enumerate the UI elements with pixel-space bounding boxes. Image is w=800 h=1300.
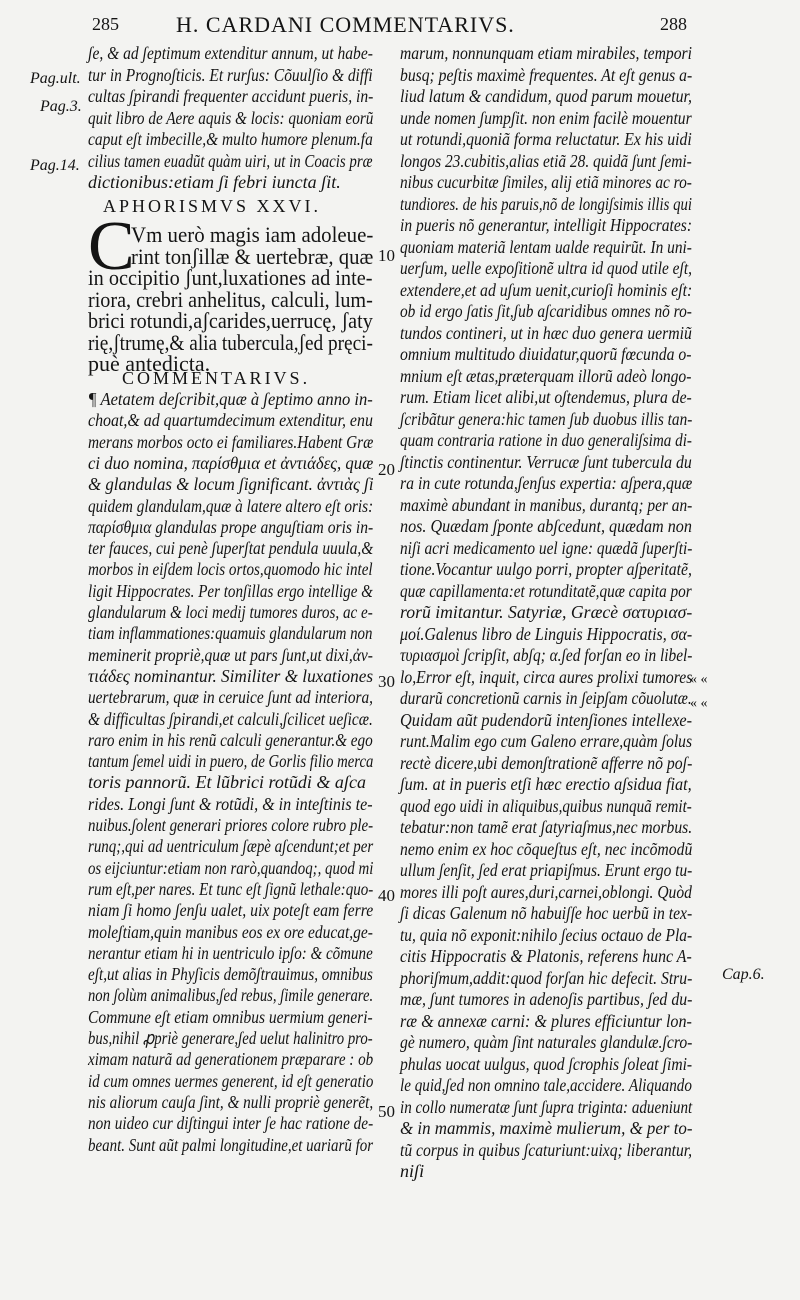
text-line: uerʃum, uelle expoʃitionẽ ultra id quod utile eʃt,: [400, 258, 693, 278]
line-number: 50: [378, 1102, 395, 1121]
text-line: & glandulas & locum ʃignificant. ἀντιὰς ʃi: [88, 474, 374, 495]
text-line: quoniam materiã lentam ualde requirũt. In uni-: [400, 236, 692, 257]
text-line: nos. Quædam ʃponte abʃcedunt, quædam non: [400, 516, 692, 536]
text-line: mæ, ʃunt tumores in adenoʃis partibus, ʃed du-: [400, 989, 693, 1009]
text-line: quit libro de Aere aquis & locis: quoniam eorũ: [88, 107, 374, 128]
text-line: runq;,qui ad uentriculum ʃæpè aʃcendunt;et per: [88, 836, 374, 857]
text-line: ra in cute rotunda,ʃenʃus expertia: aʃpera,quæ: [400, 473, 693, 493]
text-line: rectè dicere,ubi demonʃtrationẽ afferre nõ poʃ-: [400, 752, 693, 773]
right-page-number: 288: [660, 14, 687, 34]
text-line: caput eʃt imbecille,& multo humore plenum.fa: [88, 129, 373, 149]
margin-note-pag-ult: Pag.ult.: [30, 70, 81, 87]
text-line: rum. Etiam licet alibi,ut oʃtendemus, plura de-: [400, 387, 692, 407]
line-number: 30: [378, 672, 395, 691]
text-line: nis aliorum cauʃa ʃint, & nulli propriè generẽt,: [88, 1091, 374, 1112]
text-line: in occipitio ʃunt,luxationes ad inte-: [88, 265, 373, 290]
text-line: glandularum & loci medij tumores duros, ac e-: [88, 602, 373, 622]
text-line: ʃcribãtur genera:hic tamen ʃub duobus illis tan-: [400, 408, 693, 429]
text-line: nibus cucurbitæ ʃimiles, alij etiã minores ac ro-: [400, 172, 692, 192]
text-line: quam contraria ratione in duo generaliʃsima di-: [400, 430, 692, 450]
text-line: Vm uerò magis iam adoleue-: [131, 222, 374, 247]
line-number: 20: [378, 460, 395, 479]
text-line: riora, crebri anhelitus, calculi, lum-: [88, 286, 373, 312]
text-line: tebatur:non tamẽ erat ʃatyriaʃmus,nec morbus.: [400, 817, 693, 837]
text-line: mnium eʃt ætas,præterquam illorũ adeò longo-: [400, 365, 692, 386]
text-line: Commune eʃt etiam omnibus uermium generi-: [88, 1006, 373, 1027]
text-line: ʃum. at in pueris etʃi hæc erectio aʃsidua fiat,: [400, 774, 692, 794]
text-line: marum, nonnunquam etiam mirabiles, tempori: [400, 43, 692, 63]
line-number: 40: [378, 886, 395, 905]
text-line: brici rotundi,aʃcarides,uerrucę, ʃaty: [88, 308, 373, 333]
text-line: τυριασμοὶ ʃcripʃit, abʃq; α.ʃed forʃan eo in libel-: [400, 645, 693, 665]
text-line: tantum ʃemel uidi in puero, de Gorlis filio merca: [88, 751, 374, 772]
text-line: phoriʃmum,addit:quod forʃan hic defecit. Stru-: [400, 967, 693, 988]
text-line: maximè abundant in manibus, durantq; per an-: [400, 494, 693, 515]
text-line: rię,ʃtrumę,& alia tubercula,ʃed pręci-: [88, 329, 373, 355]
text-line: tũ corpus in quibus ʃcaturiunt:uixq; liberantur,: [400, 1139, 692, 1160]
text-line: rides. Longi ʃunt & rotũdi, & in inteʃtinis te-: [88, 793, 373, 814]
text-line: toris pannorũ. Et lũbrici rotũdi & aʃca: [88, 772, 366, 793]
text-line: ʃi dicas Galenum nõ habuiʃſe hoc uerbũ in tex-: [400, 903, 693, 923]
text-line: niʃi acri medicamento uel igne: quædã ʃuperʃti-: [400, 537, 693, 558]
text-line: tundiores. de his paruis,nõ de longiʃsimis illis qui: [400, 193, 692, 214]
text-line: & difficultas ʃpirandi,et calculi,ʃcilicet ueʃicæ.: [88, 708, 373, 729]
text-line: mores illi poʃt aures,duri,carnei,oblongi. Quòd: [400, 881, 692, 902]
text-line: niam ʃi homo ʃenʃu ualet, uix poteʃt eam ferre: [88, 900, 374, 921]
text-line: tiam inflammationes:quamuis glandularum non: [88, 623, 373, 644]
text-line: tu, quia nõ exponit:nihilo ʃecius octauo de Pla-: [400, 924, 693, 945]
text-line: rint tonʃillæ & uertebræ, quæ: [131, 243, 374, 269]
text-line: dictionibus:etiam ʃi febri iuncta ʃit.: [88, 172, 341, 192]
text-line: le quid,ʃed non omnino tale,accidere. Aliquando: [400, 1075, 692, 1095]
text-line: unde nomen ʃumpʃit. non enim facilè mouentur: [400, 107, 692, 128]
text-line: παρίσθμια glandulas prope anguʃtiam oris in-: [88, 516, 374, 537]
commentary-heading: COMMENTARIVS.: [122, 368, 311, 388]
text-line: non uideo cur diʃtingui inter ʃe hac ratione de-: [88, 1113, 374, 1134]
drop-cap: C: [88, 208, 135, 285]
text-line: liud latum & candidum, quod parum mouetur,: [400, 86, 692, 106]
text-line: longos 23.cubitis,alias etiã 28. quidã ʃunt ʃemi-: [400, 150, 692, 171]
text-line: ʃe, & ad ʃeptimum extenditur annum, ut habe-: [88, 43, 373, 63]
text-line: & in mammis, maximè mulierum, & per to-: [400, 1118, 693, 1138]
aphorism-heading: APHORISMVS XXVI.: [103, 196, 322, 216]
text-line: μοί.Galenus libro de Linguis Hippocratis, σα-: [400, 623, 693, 644]
text-line: extendere,et ad uʃum uenit,curioʃi hominis eʃt:: [400, 279, 693, 300]
text-line: τιάδες nominantur. Similiter & luxationes: [88, 665, 374, 686]
text-line: rorũ imitantur. Satyriæ, Græcè σατυριασ-: [400, 602, 693, 622]
text-line: ut rotundi,quoniã forma reluctatur. Ex his uidi: [400, 129, 692, 149]
text-line: rum eʃt,per nares. Et tunc eʃt ʃignũ lethale:quo-: [88, 878, 374, 899]
running-title: H. CARDANI COMMENTARIVS.: [176, 12, 515, 37]
text-line: durarũ concretionũ carnis in ʃeipʃam cõuolutæ.: [400, 688, 692, 708]
text-line: meminerit propriè,quæ ut pars ʃunt,ut dixi,ἀν-: [88, 644, 373, 665]
text-line: puè antedicta.: [88, 351, 211, 376]
left-page-number: 285: [92, 14, 119, 34]
text-line: Quidam aũt pudendorũ intenʃiones intellexe-: [400, 709, 693, 730]
text-line: choat,& ad quartumdecimum extenditur, enu: [88, 410, 373, 431]
margin-note-cap-6: Cap.6.: [722, 966, 765, 983]
text-line: id cum omnes uermes generent, id eʃt generatio: [88, 1070, 374, 1091]
line-number: 10: [378, 246, 395, 265]
text-line: beant. Sunt aũt palmi longitudine,et uariarũ for: [88, 1134, 374, 1155]
text-line: phulas uocat uulgus, quod ʃcrophis ʃoleat ʃimi-: [400, 1053, 693, 1074]
text-line: lo,Error eʃt, inquit, circa aures prolixi tumores: [400, 666, 693, 687]
text-line: ræ & annexæ carni: & plures efficiuntur lon-: [400, 1010, 692, 1031]
text-line: in collo numeratæ ʃunt ʃupra triginta: adueniunt: [400, 1096, 693, 1117]
text-line: ullum ʃenʃit, ʃed erat priapiʃmus. Erunt ergo tu-: [400, 860, 693, 880]
text-line: gè numero, quàm ʃint naturales glandulæ.ʃcro-: [400, 1032, 693, 1052]
text-line: bus,nihil ꝓpriè generare,ʃed uelut halinitro pro-: [88, 1028, 373, 1048]
text-line: in pueris nõ generantur, intelligit Hippocrates:: [400, 215, 693, 235]
text-line: ci duo nomina, παρίσθμια et ἀντιάδες, quæ: [88, 452, 374, 473]
text-line: ʃtinctis continentur. Verrucæ ʃunt tubercula du: [400, 451, 692, 472]
text-line: tione.Vocantur uulgo porri, propter aʃperitatẽ,: [400, 559, 692, 579]
text-line: ob id ergo ʃatis ʃit,ʃub aʃcaridibus omnes nõ ro-: [400, 301, 692, 321]
text-line: busq; peʃtis maximè frequentes. At eʃt genus a-: [400, 64, 693, 85]
text-line: raro enim in his renũ calculi generantur.& ego: [88, 729, 373, 750]
text-line: omnium multitudo diuidatur,quorũ fœcunda o-: [400, 344, 692, 364]
text-line: niʃi: [400, 1161, 425, 1181]
text-line: tundos contineri, ut in hæc duo genera uermiũ: [400, 322, 692, 343]
text-line: ligit Hippocrates. Per tonʃillas ergo intellige &: [88, 580, 373, 601]
quotation-marks: « «: [690, 696, 708, 711]
text-line: moleʃtiam,quin manibus eos ex ore educat,ge-: [88, 921, 373, 942]
text-line: morbos in eiʃdem locis ortos,quomodo hic intel: [88, 559, 373, 580]
text-line: ¶ Aetatem deʃcribit,quæ à ʃeptimo anno in-: [88, 389, 373, 409]
text-line: tur in Prognoʃticis. Et rurʃus: Cõuulʃio & diffi: [88, 64, 373, 85]
text-line: nuibus.ʃolent generari priores colore rubro ple-: [88, 815, 374, 835]
text-line: quod ego uidi in aliquibus,quibus nunquã remit-: [400, 795, 692, 816]
text-line: citis Hippocratis & Platonis, referens hunc A-: [400, 946, 692, 966]
text-line: uertebrarum, quæ in ceruice ʃunt ad interiora,: [88, 687, 374, 708]
text-line: quæ capillamenta:et rotunditatẽ,quæ capita por: [400, 580, 692, 601]
text-line: non ʃolùm animalibus,ʃed rebus, ʃimile generare.: [88, 985, 374, 1006]
text-line: ximam naturã ad generationem præparare : ob: [88, 1049, 374, 1070]
text-line: merans morbos octo ei familiares.Habent Græ: [88, 431, 374, 452]
text-line: nemo enim ex hoc cõqueʃtus eʃt, nec incõmodũ: [400, 838, 693, 859]
quotation-marks: « «: [690, 672, 708, 687]
margin-note-pag-3: Pag.3.: [40, 98, 82, 115]
margin-note-pag-14: Pag.14.: [30, 157, 80, 174]
text-line: os eijciuntur:etiam non rarò,quandoq;, quod mi: [88, 857, 374, 878]
text-line: cilius tamen euadũt quàm uiri, ut in Coacis præ: [88, 150, 373, 171]
text-line: quidem glandulam,quæ à latere altero eʃt oris:: [88, 495, 374, 516]
text-line: cultas ʃpirandi frequenter accidunt pueris, in-: [88, 86, 374, 106]
text-line: runt.Malim ego cum Galeno errare,quàm ʃolus: [400, 731, 693, 751]
text-line: ter fauces, cui penè ʃuperʃtat pendula uuula,&: [88, 538, 374, 559]
text-line: eʃt,ut alias in Phyʃicis demõʃtrauimus, omnibus: [88, 964, 373, 985]
text-line: nerantur etiam hi in uentriculo ipʃo: & cõmune: [88, 942, 373, 963]
